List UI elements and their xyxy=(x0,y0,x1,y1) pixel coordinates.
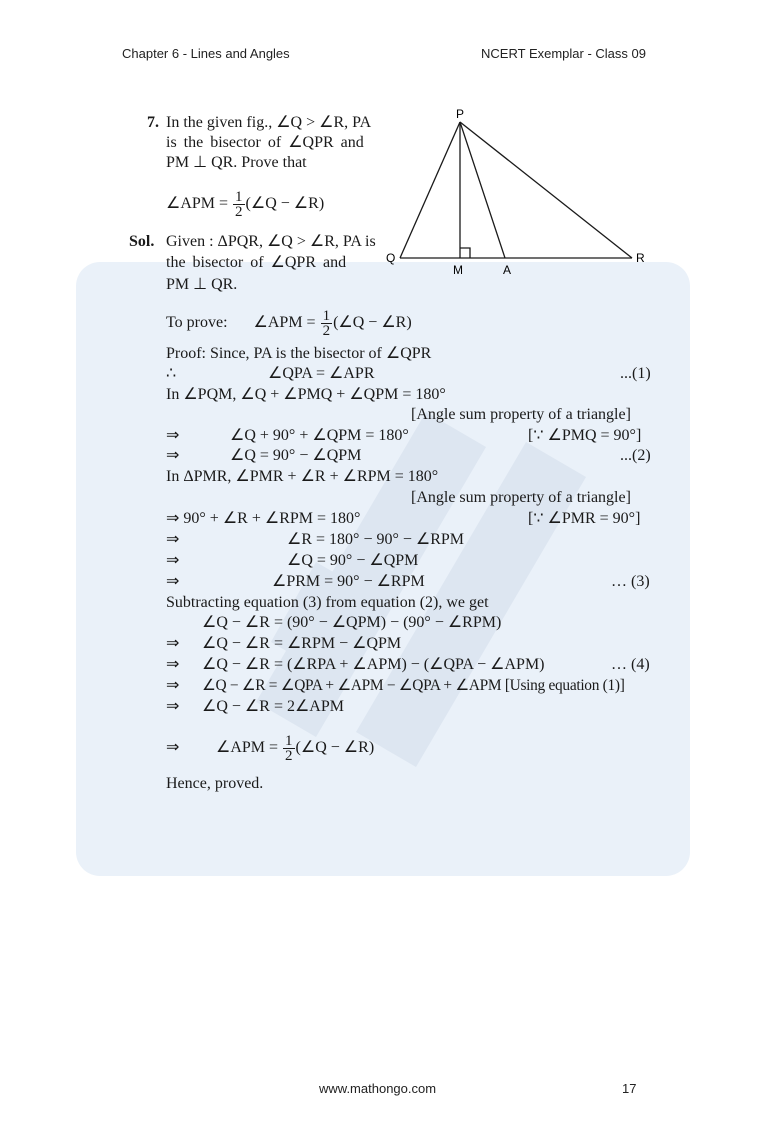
fraction-half xyxy=(233,190,245,219)
fraction-half xyxy=(283,734,295,763)
implies-symbol: ⇒ xyxy=(166,531,180,548)
step-8: ⇒ 90° + ∠R + ∠RPM = 180° xyxy=(166,510,361,527)
bisector-pa xyxy=(460,122,505,258)
question-line-3: PM ⊥ QR. Prove that xyxy=(166,154,307,171)
step-1: ∠QPA = ∠APR xyxy=(268,365,375,382)
step-2: In ∠PQM, ∠Q + ∠PMQ + ∠QPM = 180° xyxy=(166,386,446,403)
fraction-numerator: 1 xyxy=(285,732,293,749)
side-pr xyxy=(460,122,632,258)
step-3: [Angle sum property of a triangle] xyxy=(411,406,631,423)
question-line-2: is the bisector of ∠QPR and xyxy=(166,134,364,151)
implies-symbol: ⇒ xyxy=(166,635,180,652)
step-17: ∠Q − ∠R = 2∠APM xyxy=(202,698,344,715)
step-4: ∠Q + 90° + ∠QPM = 180° xyxy=(230,427,409,444)
given-line-2: the bisector of ∠QPR and xyxy=(166,254,347,271)
implies-symbol: ⇒ xyxy=(166,427,180,444)
to-prove-label: To prove: xyxy=(166,314,228,331)
to-prove-right: (∠Q − ∠R) xyxy=(333,314,412,331)
header-book-title: NCERT Exemplar - Class 09 xyxy=(481,46,646,61)
step-18-right: (∠Q − ∠R) xyxy=(295,739,375,756)
implies-symbol: ⇒ xyxy=(166,677,180,694)
implies-symbol: ⇒ xyxy=(166,573,180,590)
to-prove-left: ∠APM = xyxy=(253,314,316,331)
step-8-ref: [∵ ∠PMR = 90°] xyxy=(528,510,641,527)
implies-symbol: ⇒ xyxy=(166,656,180,673)
step-6: In ΔPMR, ∠PMR + ∠R + ∠RPM = 180° xyxy=(166,468,439,485)
step-5-ref: ...(2) xyxy=(620,447,651,464)
label-r: R xyxy=(636,251,645,265)
step-18-left: ∠APM = xyxy=(216,739,279,756)
footer-page-number: 17 xyxy=(622,1081,637,1096)
step-11-ref: … (3) xyxy=(611,573,650,590)
fraction-denominator: 2 xyxy=(285,747,293,764)
implies-symbol: ⇒ xyxy=(166,447,180,464)
fraction-numerator: 1 xyxy=(322,307,331,324)
step-18 xyxy=(216,730,374,766)
step-15: ∠Q − ∠R = (∠RPA + ∠APM) − (∠QPA − ∠APM) xyxy=(202,656,545,673)
right-angle-mark xyxy=(460,248,470,258)
header-chapter-title: Chapter 6 - Lines and Angles xyxy=(122,46,290,61)
fraction-numerator: 1 xyxy=(235,188,243,205)
step-13: ∠Q − ∠R = (90° − ∠QPM) − (90° − ∠RPM) xyxy=(202,614,502,631)
step-5: ∠Q = 90° − ∠QPM xyxy=(230,447,362,464)
conclusion: Hence, proved. xyxy=(166,775,264,792)
step-15-ref: … (4) xyxy=(611,656,650,673)
step-9: ∠R = 180° − 90° − ∠RPM xyxy=(287,531,465,548)
step-14: ∠Q − ∠R = ∠RPM − ∠QPM xyxy=(202,635,402,652)
fraction-denominator: 2 xyxy=(235,203,243,220)
label-m: M xyxy=(453,263,463,277)
step-1-ref: ...(1) xyxy=(620,365,651,382)
label-q: Q xyxy=(386,251,396,265)
implies-symbol: ⇒ xyxy=(166,698,180,715)
label-p: P xyxy=(456,108,465,121)
proof-intro: Proof: Since, PA is the bisector of ∠QPR xyxy=(166,345,432,362)
step-11: ∠PRM = 90° − ∠RPM xyxy=(272,573,425,590)
step-16: ∠Q − ∠R = ∠QPA + ∠APM − ∠QPA + ∠APM [Using equation (1)] xyxy=(202,677,625,694)
side-pq xyxy=(400,122,460,258)
given-line-3: PM ⊥ QR. xyxy=(166,276,238,293)
therefore-symbol: ∴ xyxy=(166,365,177,382)
triangle-figure xyxy=(380,108,660,288)
question-number: 7. xyxy=(147,114,159,131)
question-expr-left: ∠APM = xyxy=(166,195,229,212)
question-expression xyxy=(166,188,324,220)
implies-symbol: ⇒ xyxy=(166,739,180,756)
footer-website: www.mathongo.com xyxy=(319,1081,437,1096)
implies-symbol: ⇒ xyxy=(166,552,180,569)
step-4-ref: [∵ ∠PMQ = 90°] xyxy=(528,427,642,444)
question-line-1: In the given fig., ∠Q > ∠R, PA xyxy=(166,114,372,131)
fraction-half xyxy=(321,309,333,338)
label-a: A xyxy=(503,263,512,277)
step-7: [Angle sum property of a triangle] xyxy=(411,489,631,506)
step-10: ∠Q = 90° − ∠QPM xyxy=(287,552,419,569)
solution-label: Sol. xyxy=(129,233,155,250)
given-line-1: Given : ΔPQR, ∠Q > ∠R, PA is xyxy=(166,233,376,250)
to-prove-line xyxy=(166,307,412,339)
step-12: Subtracting equation (3) from equation (2), we get xyxy=(166,594,489,611)
question-expr-right: (∠Q − ∠R) xyxy=(245,195,325,212)
fraction-denominator: 2 xyxy=(322,322,331,339)
